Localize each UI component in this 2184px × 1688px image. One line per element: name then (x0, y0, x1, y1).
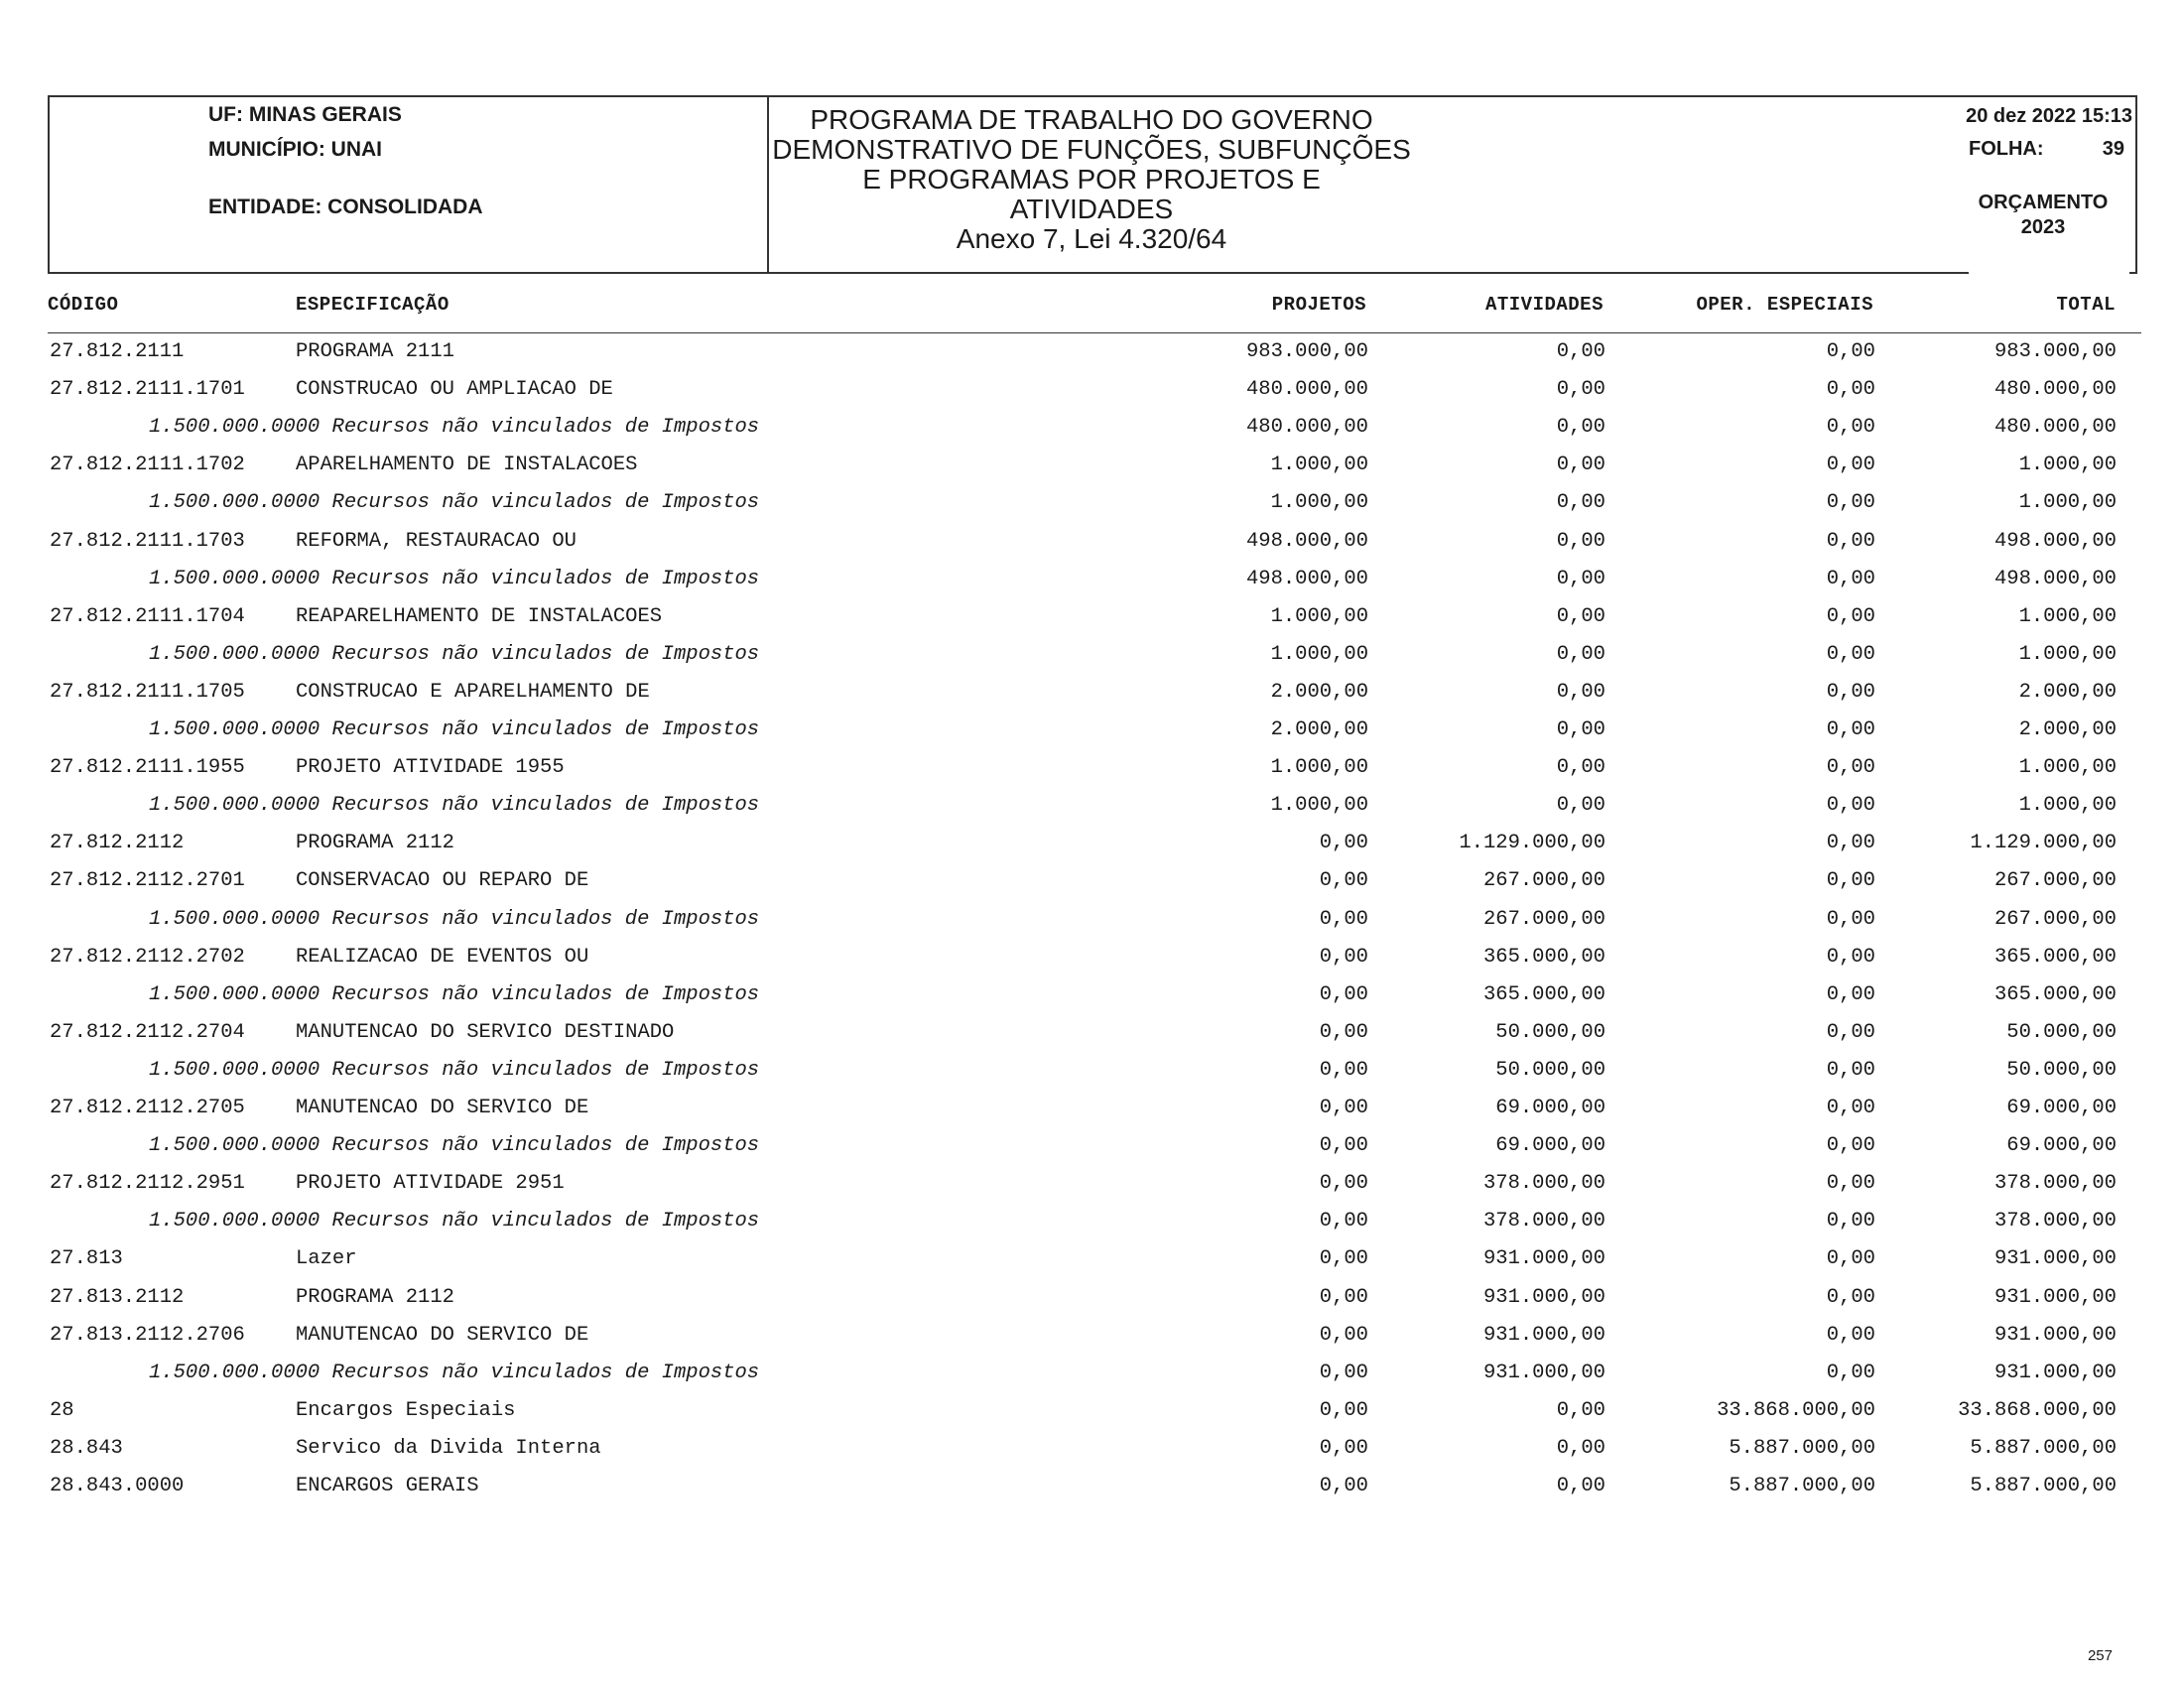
table-row (0, 681, 2184, 718)
header-bottom-border (48, 272, 1969, 274)
folha-label: FOLHA: (1969, 138, 2044, 160)
atividades-cell: 0,00 (1556, 642, 1606, 666)
spec-cell: 1.500.000.0000 Recursos não vinculados de Impostos (149, 642, 760, 666)
projetos-cell: 0,00 (1319, 1020, 1368, 1044)
projetos-cell: 0,00 (1319, 869, 1368, 893)
code-cell: 27.812.2112.2951 (50, 1172, 245, 1196)
table-row (0, 1324, 2184, 1362)
oper-especiais-cell: 0,00 (1826, 491, 1875, 515)
total-cell: 931.000,00 (1993, 1323, 2117, 1347)
atividades-cell: 931.000,00 (1482, 1323, 1606, 1347)
total-cell: 1.000,00 (2018, 756, 2117, 780)
oper-especiais-cell: 0,00 (1826, 529, 1875, 553)
oper-especiais-cell: 0,00 (1826, 1323, 1875, 1347)
spec-cell: 1.500.000.0000 Recursos não vinculados de Impostos (149, 794, 760, 818)
code-cell: 27.812.2111.1702 (50, 454, 245, 477)
table-row (0, 946, 2184, 983)
atividades-cell: 931.000,00 (1482, 1247, 1606, 1271)
total-cell: 498.000,00 (1993, 567, 2117, 590)
projetos-cell: 0,00 (1319, 1247, 1368, 1271)
atividades-cell: 50.000,00 (1495, 1020, 1606, 1044)
projetos-cell: 0,00 (1319, 1398, 1368, 1422)
code-cell: 27.813.2112 (50, 1285, 185, 1309)
table-row (0, 530, 2184, 568)
projetos-cell: 2.000,00 (1270, 680, 1368, 704)
table-row (0, 1437, 2184, 1475)
table-row (0, 1247, 2184, 1285)
source-row (0, 1210, 2184, 1247)
orcamento-year: 2023 (2020, 216, 2066, 238)
spec-cell: PROJETO ATIVIDADE 1955 (296, 756, 565, 780)
projetos-cell: 0,00 (1319, 1172, 1368, 1196)
header-top-border (48, 95, 2135, 97)
spec-cell: 1.500.000.0000 Recursos não vinculados de Impostos (149, 1361, 760, 1384)
title-line-3: E PROGRAMAS POR PROJETOS E (862, 164, 1321, 195)
atividades-cell: 0,00 (1556, 416, 1606, 440)
oper-especiais-cell: 0,00 (1826, 1285, 1875, 1309)
oper-especiais-cell: 33.868.000,00 (1717, 1398, 1875, 1422)
spec-cell: 1.500.000.0000 Recursos não vinculados de Impostos (149, 982, 760, 1006)
spec-cell: REALIZACAO DE EVENTOS OU (296, 945, 589, 969)
total-cell: 267.000,00 (1993, 869, 2117, 893)
spec-cell: 1.500.000.0000 Recursos não vinculados de Impostos (149, 1134, 760, 1158)
table-row (0, 605, 2184, 643)
oper-especiais-cell: 0,00 (1826, 1058, 1875, 1082)
projetos-cell: 2.000,00 (1270, 718, 1368, 741)
spec-cell: 1.500.000.0000 Recursos não vinculados de Impostos (149, 567, 760, 590)
total-cell: 365.000,00 (1993, 982, 2117, 1006)
atividades-cell: 267.000,00 (1482, 869, 1606, 893)
spec-cell: REFORMA, RESTAURACAO OU (296, 529, 577, 553)
spec-cell: PROGRAMA 2111 (296, 340, 454, 363)
total-cell: 5.887.000,00 (1970, 1475, 2117, 1497)
oper-especiais-cell: 0,00 (1826, 1172, 1875, 1196)
oper-especiais-cell: 0,00 (1826, 604, 1875, 628)
oper-especiais-cell: 0,00 (1826, 1361, 1875, 1384)
spec-cell: ENCARGOS GERAIS (296, 1475, 479, 1497)
atividades-cell: 378.000,00 (1482, 1210, 1606, 1234)
table-row (0, 1475, 2184, 1512)
column-header-atividades: ATIVIDADES (1484, 294, 1604, 316)
title-line-4: ATIVIDADES (1009, 194, 1174, 224)
oper-especiais-cell: 0,00 (1826, 794, 1875, 818)
atividades-cell: 0,00 (1556, 529, 1606, 553)
table-row (0, 340, 2184, 378)
projetos-cell: 1.000,00 (1270, 642, 1368, 666)
table-row (0, 1021, 2184, 1059)
total-cell: 931.000,00 (1993, 1247, 2117, 1271)
code-cell: 27.812.2111.1701 (50, 378, 245, 402)
oper-especiais-cell: 0,00 (1826, 982, 1875, 1006)
report-title (754, 105, 1429, 254)
table-row (0, 756, 2184, 794)
total-cell: 1.000,00 (2018, 794, 2117, 818)
projetos-cell: 1.000,00 (1270, 794, 1368, 818)
spec-cell: CONSTRUCAO E APARELHAMENTO DE (296, 680, 650, 704)
oper-especiais-cell: 0,00 (1826, 378, 1875, 402)
atividades-cell: 69.000,00 (1495, 1134, 1606, 1158)
oper-especiais-cell: 0,00 (1826, 907, 1875, 931)
total-cell: 498.000,00 (1993, 529, 2117, 553)
code-cell: 27.812.2112 (50, 832, 185, 855)
projetos-cell: 0,00 (1319, 832, 1368, 855)
table-row (0, 1399, 2184, 1437)
atividades-cell: 0,00 (1556, 1436, 1606, 1460)
total-cell: 5.887.000,00 (1970, 1436, 2117, 1460)
code-cell: 27.813 (50, 1247, 123, 1271)
oper-especiais-cell: 0,00 (1826, 340, 1875, 363)
projetos-cell: 498.000,00 (1245, 567, 1368, 590)
oper-especiais-cell: 0,00 (1826, 1097, 1875, 1119)
projetos-cell: 0,00 (1319, 1210, 1368, 1234)
spec-cell: 1.500.000.0000 Recursos não vinculados de Impostos (149, 907, 760, 931)
table-row (0, 1172, 2184, 1210)
oper-especiais-cell: 0,00 (1826, 1210, 1875, 1234)
source-row (0, 416, 2184, 454)
projetos-cell: 480.000,00 (1245, 378, 1368, 402)
title-line-2: DEMONSTRATIVO DE FUNÇÕES, SUBFUNÇÕES (772, 134, 1411, 165)
total-cell: 2.000,00 (2018, 718, 2117, 741)
spec-cell: 1.500.000.0000 Recursos não vinculados de Impostos (149, 491, 760, 515)
projetos-cell: 0,00 (1319, 1097, 1368, 1119)
folha-value: 39 (2102, 138, 2124, 160)
atividades-cell: 365.000,00 (1482, 982, 1606, 1006)
oper-especiais-cell: 0,00 (1826, 1134, 1875, 1158)
code-cell: 27.813.2112.2706 (50, 1323, 245, 1347)
atividades-cell: 931.000,00 (1482, 1361, 1606, 1384)
title-line-1: PROGRAMA DE TRABALHO DO GOVERNO (810, 104, 1373, 135)
atividades-cell: 0,00 (1556, 604, 1606, 628)
oper-especiais-cell: 0,00 (1826, 454, 1875, 477)
header-right-tick (2129, 272, 2137, 274)
projetos-cell: 983.000,00 (1245, 340, 1368, 363)
source-row (0, 568, 2184, 605)
total-cell: 1.000,00 (2018, 454, 2117, 477)
column-header-total: TOTAL (2056, 294, 2116, 316)
column-header-especificacao: ESPECIFICAÇÃO (296, 294, 450, 316)
table-row (0, 378, 2184, 416)
projetos-cell: 0,00 (1319, 1058, 1368, 1082)
table-row (0, 454, 2184, 491)
spec-cell: MANUTENCAO DO SERVICO DESTINADO (296, 1020, 675, 1044)
oper-especiais-cell: 0,00 (1826, 945, 1875, 969)
projetos-cell: 0,00 (1319, 1285, 1368, 1309)
projetos-cell: 1.000,00 (1270, 604, 1368, 628)
source-row (0, 983, 2184, 1021)
atividades-cell: 1.129.000,00 (1459, 832, 1606, 855)
code-cell: 27.812.2112.2704 (50, 1020, 245, 1044)
page-number: 257 (2087, 1647, 2113, 1664)
source-row (0, 1362, 2184, 1399)
source-row (0, 1059, 2184, 1097)
report-datetime: 20 dez 2022 15:13 (1966, 105, 2132, 127)
spec-cell: MANUTENCAO DO SERVICO DE (296, 1323, 589, 1347)
spec-cell: Lazer (296, 1247, 357, 1271)
source-row (0, 643, 2184, 681)
orcamento-label: ORÇAMENTO (1978, 192, 2109, 213)
total-cell: 365.000,00 (1993, 945, 2117, 969)
column-header-oper-especiais: OPER. ESPECIAIS (1696, 294, 1873, 316)
atividades-cell: 0,00 (1556, 378, 1606, 402)
atividades-cell: 0,00 (1556, 794, 1606, 818)
spec-cell: PROGRAMA 2112 (296, 1285, 454, 1309)
total-cell: 983.000,00 (1993, 340, 2117, 363)
projetos-cell: 1.000,00 (1270, 491, 1368, 515)
spec-cell: CONSTRUCAO OU AMPLIACAO DE (296, 378, 613, 402)
atividades-cell: 50.000,00 (1495, 1058, 1606, 1082)
atividades-cell: 0,00 (1556, 1398, 1606, 1422)
atividades-cell: 0,00 (1556, 1475, 1606, 1497)
total-cell: 267.000,00 (1993, 907, 2117, 931)
projetos-cell: 0,00 (1319, 1475, 1368, 1497)
oper-especiais-cell: 0,00 (1826, 756, 1875, 780)
total-cell: 931.000,00 (1993, 1285, 2117, 1309)
oper-especiais-cell: 0,00 (1826, 642, 1875, 666)
atividades-cell: 69.000,00 (1495, 1097, 1606, 1119)
header-left-border (48, 95, 50, 272)
municipio-label: MUNICÍPIO: UNAI (208, 138, 382, 161)
source-row (0, 908, 2184, 946)
oper-especiais-cell: 0,00 (1826, 680, 1875, 704)
atividades-cell: 931.000,00 (1482, 1285, 1606, 1309)
oper-especiais-cell: 0,00 (1826, 718, 1875, 741)
code-cell: 28 (50, 1398, 74, 1422)
table-row (0, 1097, 2184, 1134)
atividades-cell: 0,00 (1556, 680, 1606, 704)
oper-especiais-cell: 0,00 (1826, 567, 1875, 590)
spec-cell: 1.500.000.0000 Recursos não vinculados de Impostos (149, 1058, 760, 1082)
code-cell: 28.843 (50, 1436, 123, 1460)
projetos-cell: 0,00 (1319, 1436, 1368, 1460)
spec-cell: REAPARELHAMENTO DE INSTALACOES (296, 604, 663, 628)
code-cell: 27.812.2111.1955 (50, 756, 245, 780)
projetos-cell: 0,00 (1319, 1361, 1368, 1384)
source-row (0, 1134, 2184, 1172)
total-cell: 480.000,00 (1993, 416, 2117, 440)
total-cell: 480.000,00 (1993, 378, 2117, 402)
spec-cell: 1.500.000.0000 Recursos não vinculados de Impostos (149, 718, 760, 741)
table-row (0, 1286, 2184, 1324)
total-cell: 2.000,00 (2018, 680, 2117, 704)
spec-cell: PROJETO ATIVIDADE 2951 (296, 1172, 565, 1196)
spec-cell: 1.500.000.0000 Recursos não vinculados de Impostos (149, 416, 760, 440)
atividades-cell: 0,00 (1556, 718, 1606, 741)
total-cell: 378.000,00 (1993, 1172, 2117, 1196)
atividades-cell: 378.000,00 (1482, 1172, 1606, 1196)
code-cell: 27.812.2112.2705 (50, 1097, 245, 1119)
total-cell: 50.000,00 (2006, 1020, 2117, 1044)
atividades-cell: 267.000,00 (1482, 907, 1606, 931)
total-cell: 378.000,00 (1993, 1210, 2117, 1234)
total-cell: 1.000,00 (2018, 604, 2117, 628)
atividades-cell: 365.000,00 (1482, 945, 1606, 969)
source-row (0, 491, 2184, 529)
code-cell: 27.812.2111 (50, 340, 185, 363)
code-cell: 27.812.2111.1703 (50, 529, 245, 553)
atividades-cell: 0,00 (1556, 567, 1606, 590)
column-header-rule (48, 332, 2141, 333)
atividades-cell: 0,00 (1556, 491, 1606, 515)
code-cell: 27.812.2112.2702 (50, 945, 245, 969)
table-row (0, 832, 2184, 869)
spec-cell: Encargos Especiais (296, 1398, 516, 1422)
projetos-cell: 0,00 (1319, 1134, 1368, 1158)
code-cell: 28.843.0000 (50, 1475, 185, 1497)
oper-especiais-cell: 5.887.000,00 (1729, 1475, 1875, 1497)
spec-cell: 1.500.000.0000 Recursos não vinculados de Impostos (149, 1210, 760, 1234)
projetos-cell: 0,00 (1319, 945, 1368, 969)
oper-especiais-cell: 0,00 (1826, 1247, 1875, 1271)
projetos-cell: 480.000,00 (1245, 416, 1368, 440)
total-cell: 69.000,00 (2006, 1134, 2117, 1158)
projetos-cell: 0,00 (1319, 1323, 1368, 1347)
atividades-cell: 0,00 (1556, 756, 1606, 780)
atividades-cell: 0,00 (1556, 454, 1606, 477)
total-cell: 1.000,00 (2018, 642, 2117, 666)
projetos-cell: 1.000,00 (1270, 454, 1368, 477)
code-cell: 27.812.2111.1704 (50, 604, 245, 628)
spec-cell: Servico da Divida Interna (296, 1436, 601, 1460)
total-cell: 1.129.000,00 (1970, 832, 2117, 855)
total-cell: 33.868.000,00 (1958, 1398, 2117, 1422)
spec-cell: MANUTENCAO DO SERVICO DE (296, 1097, 589, 1119)
oper-especiais-cell: 0,00 (1826, 1020, 1875, 1044)
projetos-cell: 0,00 (1319, 982, 1368, 1006)
total-cell: 50.000,00 (2006, 1058, 2117, 1082)
code-cell: 27.812.2112.2701 (50, 869, 245, 893)
total-cell: 1.000,00 (2018, 491, 2117, 515)
atividades-cell: 0,00 (1556, 340, 1606, 363)
spec-cell: PROGRAMA 2112 (296, 832, 454, 855)
spec-cell: APARELHAMENTO DE INSTALACOES (296, 454, 638, 477)
oper-especiais-cell: 0,00 (1826, 416, 1875, 440)
header-right-border (2135, 95, 2137, 272)
projetos-cell: 0,00 (1319, 907, 1368, 931)
column-header-projetos: PROJETOS (1271, 294, 1366, 316)
projetos-cell: 1.000,00 (1270, 756, 1368, 780)
oper-especiais-cell: 5.887.000,00 (1729, 1436, 1875, 1460)
table-row (0, 869, 2184, 907)
title-line-5: Anexo 7, Lei 4.320/64 (956, 223, 1227, 254)
total-cell: 69.000,00 (2006, 1097, 2117, 1119)
code-cell: 27.812.2111.1705 (50, 680, 245, 704)
source-row (0, 718, 2184, 756)
projetos-cell: 498.000,00 (1245, 529, 1368, 553)
spec-cell: CONSERVACAO OU REPARO DE (296, 869, 589, 893)
uf-label: UF: MINAS GERAIS (208, 103, 402, 126)
source-row (0, 794, 2184, 832)
total-cell: 931.000,00 (1993, 1361, 2117, 1384)
oper-especiais-cell: 0,00 (1826, 869, 1875, 893)
column-header-codigo: CÓDIGO (48, 294, 119, 316)
oper-especiais-cell: 0,00 (1826, 832, 1875, 855)
entidade-label: ENTIDADE: CONSOLIDADA (208, 195, 483, 218)
